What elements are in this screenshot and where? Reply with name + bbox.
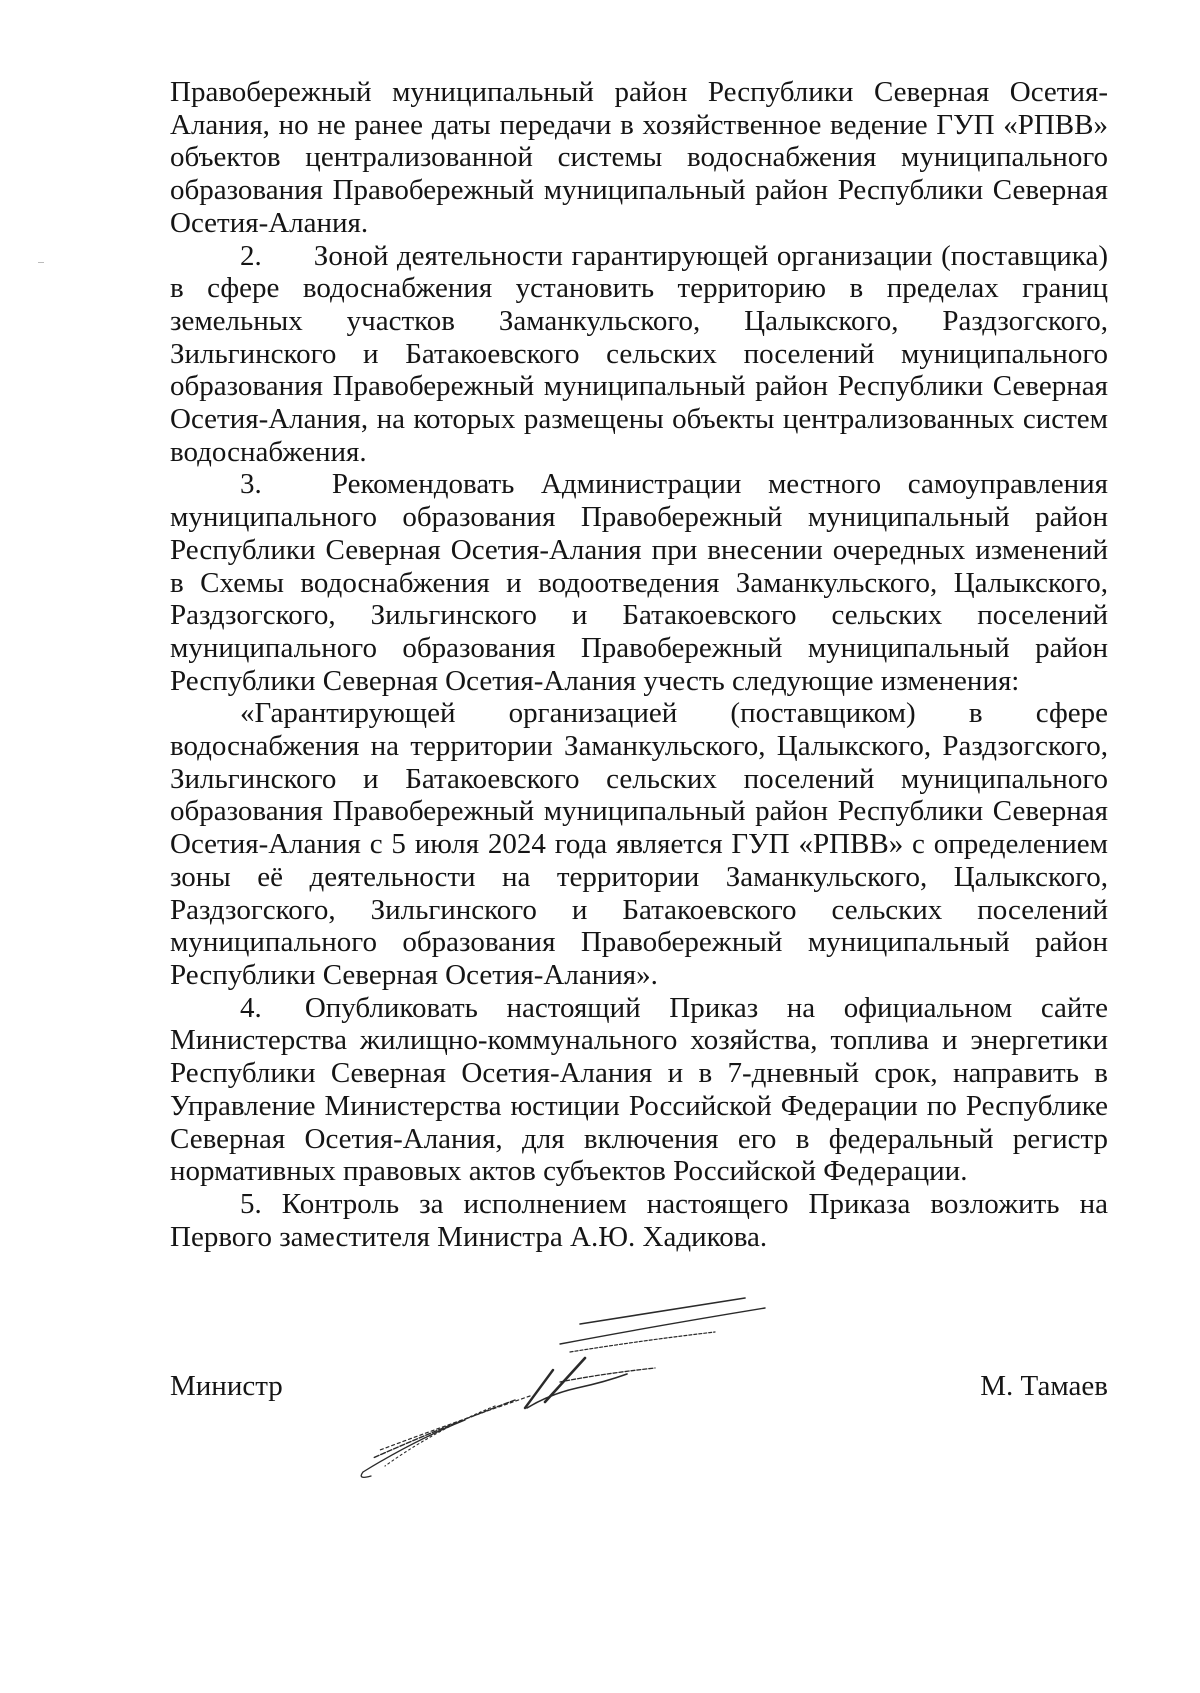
paragraph-continuation: Правобережный муниципальный район Республики Северная Осетия-Алания, но не ранее даты передачи в хозяйственное ведение ГУП «РПВВ» объектов централизованной системы водоснабжения муниципального образования Правобережный муниципальный район Республики Северная Осетия-Алания. — [170, 76, 1108, 239]
document-body — [170, 76, 1108, 1253]
signatory-position: Министр — [170, 1370, 283, 1402]
handwritten-signature — [355, 1290, 835, 1490]
paragraph-4: 4. Опубликовать настоящий Приказ на официальном сайте Министерства жилищно-коммунального хозяйства, топлива и энергетики Республики Северная Осетия-Алания и в 7-дневный срок, направить в Управление Министерства юстиции Российской Федерации по Республике Северная Осетия-Алания, для включения его в федеральный регистр нормативных правовых актов субъектов Российской Федерации. — [170, 991, 1108, 1188]
paragraph-2: 2. Зоной деятельности гарантирующей организации (поставщика) в сфере водоснабжения установить территорию в пределах границ земельных участков Заманкульского, Цалыкского, Раздзогского, Зильгинского и Батакоевского сельских поселений муниципального образования Правобережный муниципальный район Республики Северная Осетия-Алания, на которых размещены объекты централизованных систем водоснабжения. — [170, 239, 1108, 468]
scan-mark — [38, 262, 44, 263]
paragraph-5: 5. Контроль за исполнением настоящего Приказа возложить на Первого заместителя Министра А.Ю. Хадикова. — [170, 1187, 1108, 1253]
paragraph-quote: «Гарантирующей организацией (поставщиком) в сфере водоснабжения на территории Заманкульского, Цалыкского, Раздзогского, Зильгинского и Батакоевского сельских поселений муниципального образования Правобережный муниципальный район Республики Северная Осетия-Алания с 5 июля 2024 года является ГУП «РПВВ» с определением зоны её деятельности на территории Заманкульского, Цалыкского, Раздзогского, Зильгинского и Батакоевского сельских поселений муниципального образования Правобережный муниципальный район Республики Северная Осетия-Алания». — [170, 697, 1108, 991]
paragraph-3: 3. Рекомендовать Администрации местного самоуправления муниципального образования Правобережный муниципальный район Республики Северная Осетия-Алания при внесении очередных изменений в Схемы водоснабжения и водоотведения Заманкульского, Цалыкского, Раздзогского, Зильгинского и Батакоевского сельских поселений муниципального образования Правобережный муниципальный район Республики Северная Осетия-Алания учесть следующие изменения: — [170, 468, 1108, 697]
signatory-name: М. Тамаев — [980, 1370, 1108, 1402]
